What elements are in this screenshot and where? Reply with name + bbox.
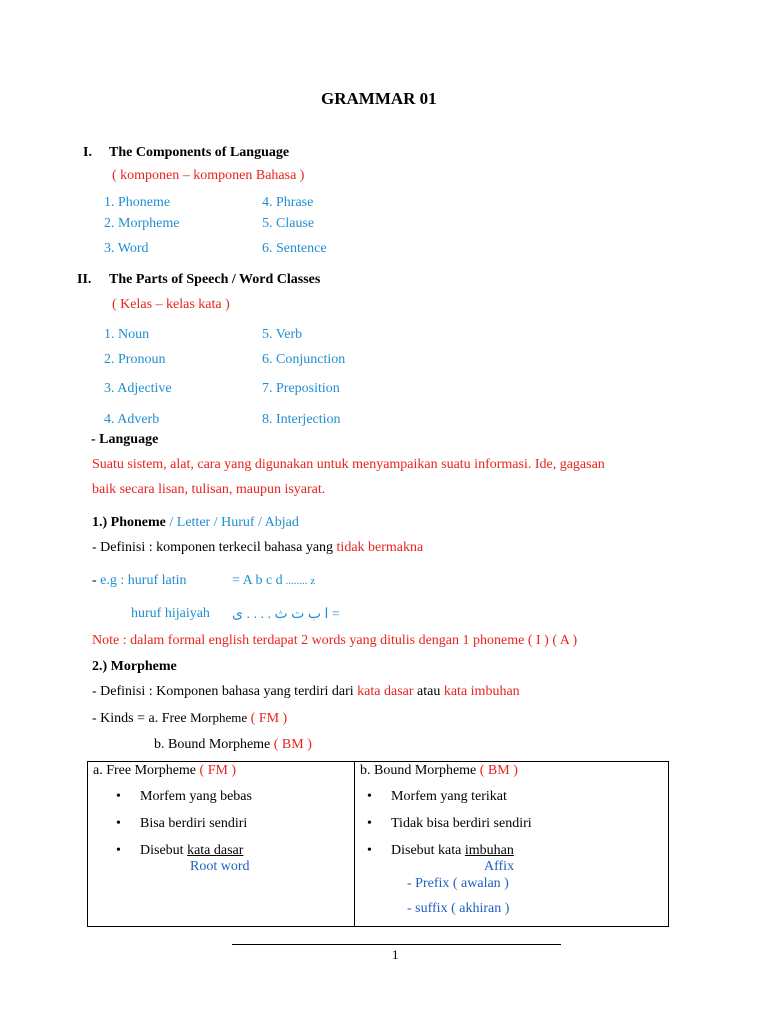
- component-item: 4. Phrase: [262, 195, 314, 210]
- language-definition-line2: baik secara lisan, tulisan, maupun isyarat.: [92, 482, 326, 497]
- phoneme-definition: - Definisi : komponen terkecil bahasa yang tidak bermakna: [92, 540, 424, 555]
- section2-subtitle: ( Kelas – kelas kata ): [112, 297, 230, 312]
- bullet-icon: •: [116, 816, 121, 831]
- section1-numeral: I.: [83, 145, 92, 160]
- phoneme-example-hijaiyah-label: huruf hijaiyah: [131, 606, 210, 621]
- bullet-icon: •: [367, 789, 372, 804]
- free-morpheme-cell: [88, 762, 355, 927]
- phoneme-example-latin-value: = A b c d ........ z: [232, 573, 316, 588]
- free-morpheme-point: Bisa berdiri sendiri: [140, 816, 248, 831]
- component-item: 1. Phoneme: [104, 195, 171, 210]
- morpheme-kinds-bound: b. Bound Morpheme ( BM ): [154, 737, 312, 752]
- word-class-item: 8. Interjection: [262, 412, 341, 427]
- word-class-item: 7. Preposition: [262, 381, 340, 396]
- bound-morpheme-header: b. Bound Morpheme ( BM ): [360, 763, 518, 778]
- bound-morpheme-note: Affix: [484, 859, 515, 874]
- page-number: 1: [392, 947, 399, 962]
- bound-morpheme-point: Disebut kata imbuhan: [391, 843, 514, 858]
- phoneme-synonyms: / Letter / Huruf / Abjad: [165, 515, 299, 530]
- section1-heading: The Components of Language: [109, 145, 290, 160]
- bullet-icon: •: [116, 789, 121, 804]
- phoneme-heading: 1.) Phoneme: [92, 515, 166, 530]
- free-morpheme-header: a. Free Morpheme ( FM ): [93, 763, 237, 778]
- footer-divider: [232, 944, 561, 945]
- phoneme-heading-line: [92, 515, 299, 531]
- component-item: 5. Clause: [262, 216, 315, 231]
- bullet-icon: •: [116, 843, 121, 858]
- word-class-item: 2. Pronoun: [104, 352, 166, 367]
- morpheme-heading: 2.) Morpheme: [92, 659, 177, 674]
- phoneme-example-hijaiyah-value: = ا ب ت ث . . . . ى: [232, 607, 340, 622]
- word-class-item: 3. Adjective: [104, 381, 172, 396]
- section1-subtitle: ( komponen – komponen Bahasa ): [112, 168, 305, 183]
- bullet-icon: •: [367, 816, 372, 831]
- morpheme-kinds: - Kinds = a. Free Morpheme ( FM ): [92, 710, 288, 726]
- free-morpheme-point: Morfem yang bebas: [140, 789, 252, 804]
- word-class-item: 6. Conjunction: [262, 352, 346, 367]
- bound-morpheme-prefix: - Prefix ( awalan ): [407, 876, 509, 891]
- free-morpheme-point: Disebut kata dasar: [140, 843, 244, 858]
- word-class-item: 4. Adverb: [104, 412, 160, 427]
- component-item: 3. Word: [104, 241, 149, 256]
- bound-morpheme-point: Morfem yang terikat: [391, 789, 507, 804]
- morpheme-definition: - Definisi : Komponen bahasa yang terdiri dari kata dasar atau kata imbuhan: [92, 684, 520, 699]
- component-item: 2. Morpheme: [104, 216, 180, 231]
- word-class-item: 5. Verb: [262, 327, 303, 342]
- bound-morpheme-point: Tidak bisa berdiri sendiri: [391, 816, 532, 831]
- word-class-item: 1. Noun: [104, 327, 150, 342]
- component-item: 6. Sentence: [262, 241, 327, 256]
- free-morpheme-note: Root word: [190, 859, 250, 874]
- bound-morpheme-suffix: - suffix ( akhiran ): [407, 901, 510, 916]
- bound-morpheme-cell: [355, 762, 669, 927]
- bullet-icon: •: [367, 843, 372, 858]
- section2-numeral: II.: [77, 272, 92, 287]
- morpheme-comparison-table: [87, 761, 669, 927]
- section2-heading: The Parts of Speech / Word Classes: [109, 272, 321, 287]
- language-heading: - Language: [91, 432, 159, 447]
- language-definition-line1: Suatu sistem, alat, cara yang digunakan untuk menyampaikan suatu informasi. Ide, gagasan: [92, 457, 605, 472]
- phoneme-example-latin: - e.g : huruf latin: [92, 573, 187, 588]
- page-title: GRAMMAR 01: [321, 89, 437, 108]
- phoneme-note: Note : dalam formal english terdapat 2 words yang ditulis dengan 1 phoneme ( I ) ( A ): [92, 633, 578, 648]
